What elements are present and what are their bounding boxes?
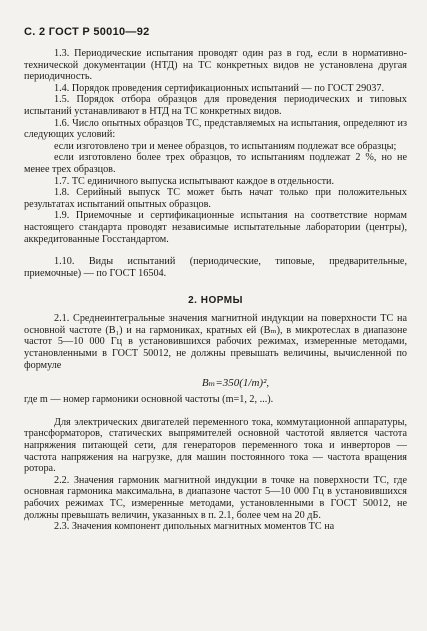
paragraph-2-3: 2.3. Значения компонент дипольных магнитных моментов ТС на	[54, 521, 335, 533]
paragraph-2-1: 2.1. Среднеинтегральные значения магнитной индукции на поверхности ТС на основной частоте (B₁) и на гармониках, кратных ей (Bₘ), в микротеслах в диапазоне частот 5—10 000 Гц в установившихся рабочих режимах, измеренные методами, установленными в ГОСТ 50012, не должны превышать величины, вычисленной по формуле	[24, 313, 407, 371]
paragraph-1-7: 1.7. ТС единичного выпуска испытывают каждое в отдельности.	[54, 175, 335, 187]
paragraph-1-5: 1.5. Порядок отбора образцов для проведения периодических и типовых испытаний устанавливают в НТД на ТС конкретных видов.	[24, 94, 407, 117]
paragraph-ac-motors: Для электрических двигателей переменного тока, коммутационной аппаратуры, трансформаторов, статических выпрямителей основной частотой является частота напряжения питающей сети, для генераторов переменного тока и инверторов — частота напряжения на нагрузке, для машин постоянного тока — частота вращения ротора.	[24, 416, 407, 475]
formula: Bₘ=350(1/m)²,	[201, 377, 270, 390]
formula-note: где m — номер гармоники основной частоты (m=1, 2, ...).	[24, 394, 274, 406]
paragraph-1-3: 1.3. Периодические испытания проводят один раз в год, если в нормативно-технической документации (НТД) на ТС конкретных видов не установлена другая периодичность.	[24, 48, 407, 83]
paragraph-1-10: 1.10. Виды испытаний (периодические, типовые, предварительные, приемочные) — по ГОСТ 16504.	[24, 256, 407, 279]
paragraph-1-6-a: если изготовлено три и менее образцов, то испытаниям подлежат все образцы;	[54, 140, 397, 152]
paragraph-1-9: 1.9. Приемочные и сертификационные испытания на соответствие нормам настоящего стандарта проводят независимые испытательные лаборатории (центры), аккредитованные Госстандартом.	[24, 210, 407, 245]
paragraph-1-8: 1.8. Серийный выпуск ТС может быть начат только при положительных результатах испытаний опытных образцов.	[24, 187, 407, 210]
paragraph-1-4: 1.4. Порядок проведения сертификационных испытаний — по ГОСТ 29037.	[54, 82, 385, 94]
section-heading: 2. НОРМЫ	[188, 295, 243, 307]
paragraph-1-6: 1.6. Число опытных образцов ТС, представляемых на испытания, определяют из следующих условий:	[24, 117, 407, 141]
paragraph-2-2: 2.2. Значения гармоник магнитной индукции в точке на поверхности ТС, где основная гармоника максимальна, в диапазоне частот 5—10 000 Гц в установившихся рабочих режимах ТС, измеренные методами, установленными в ГОСТ 50012, не должны превышать величин, указанных в п. 2.1, более чем на 20 дБ.	[24, 474, 407, 521]
page-header: С. 2 ГОСТ Р 50010—92	[24, 26, 150, 38]
paragraph-1-6-b: если изготовлено более трех образцов, то испытаниям подлежат 2 %, но не менее трех образцов.	[24, 152, 407, 175]
